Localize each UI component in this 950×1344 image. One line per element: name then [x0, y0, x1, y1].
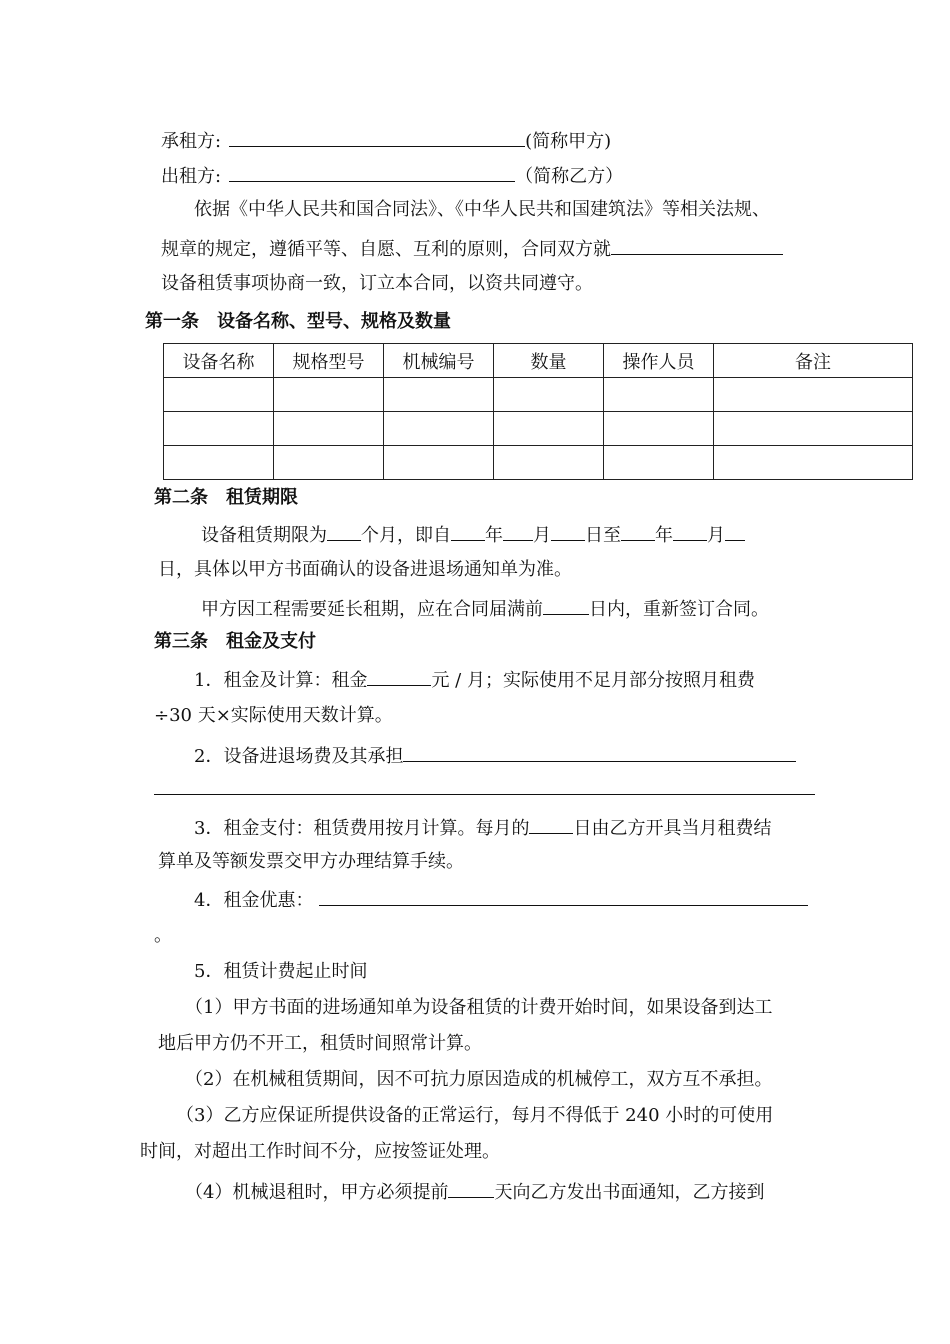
lessee-suffix: (简称甲方)	[525, 131, 612, 152]
lessee-label: 承租方:	[161, 131, 222, 152]
discount-line-end: 。	[154, 925, 172, 946]
term-text: 年	[655, 525, 673, 546]
start-day-blank[interactable]	[551, 521, 585, 541]
rent-calc-line	[194, 666, 755, 693]
billing-period-heading: 5．租赁计费起止时间	[194, 961, 368, 982]
discount-text: 4．租金优惠：	[194, 890, 314, 911]
clause-1-line-1: （1）甲方书面的进场通知单为设备租赁的计费开始时间，如果设备到达工	[185, 997, 773, 1018]
table-row	[164, 446, 913, 480]
table-cell[interactable]	[714, 378, 913, 412]
clause-4-line-1	[185, 1178, 764, 1205]
lessor-line	[161, 162, 623, 189]
intro-line-2-text: 规章的规定，遵循平等、自愿、互利的原则，合同双方就	[161, 239, 611, 260]
payment-text: 日由乙方开具当月租费结	[573, 818, 772, 839]
lessor-suffix: （简称乙方）	[515, 166, 624, 187]
clause-3-line-2: 时间，对超出工作时间不分，应按签证处理。	[140, 1141, 500, 1162]
entry-exit-fee-blank[interactable]	[403, 742, 796, 762]
table-cell[interactable]	[604, 378, 714, 412]
term-text: 设备租赁期限为	[201, 525, 327, 546]
col-header: 备注	[714, 344, 913, 378]
entry-exit-fee-line	[194, 742, 796, 769]
fee-text: 2．设备进退场费及其承担	[194, 746, 404, 767]
col-header: 操作人员	[604, 344, 714, 378]
table-cell[interactable]	[384, 378, 494, 412]
rent-payment-line-2: 算单及等额发票交甲方办理结算手续。	[158, 851, 464, 872]
clause-4-text: （4）机械退租时，甲方必须提前	[185, 1182, 449, 1203]
intro-line-1: 依据《中华人民共和国合同法》、《中华人民共和国建筑法》等相关法规、	[194, 199, 770, 220]
end-year-blank[interactable]	[621, 521, 655, 541]
table-header-row	[164, 344, 913, 378]
intro-line-3: 设备租赁事项协商一致，订立本合同，以资共同遵守。	[161, 273, 593, 294]
col-header: 机械编号	[384, 344, 494, 378]
lessor-label: 出租方:	[161, 166, 222, 187]
table-cell[interactable]	[274, 446, 384, 480]
payment-day-blank[interactable]	[529, 814, 573, 834]
table-cell[interactable]	[384, 412, 494, 446]
table-cell[interactable]	[164, 412, 274, 446]
table-cell[interactable]	[164, 378, 274, 412]
term-text: 月	[707, 525, 725, 546]
rent-calc-line-2: ÷30 天×实际使用天数计算。	[154, 705, 393, 726]
table-cell[interactable]	[494, 412, 604, 446]
extension-text: 甲方因工程需要延长租期，应在合同届满前	[201, 599, 543, 620]
article3-title: 第三条 租金及支付	[154, 631, 316, 652]
table-cell[interactable]	[274, 412, 384, 446]
end-day-blank[interactable]	[725, 521, 745, 541]
notice-days-blank[interactable]	[448, 1178, 494, 1198]
rent-amount-blank[interactable]	[367, 666, 431, 686]
entry-exit-fee-blank-2[interactable]	[154, 794, 815, 795]
table-row	[164, 378, 913, 412]
end-month-blank[interactable]	[673, 521, 707, 541]
table-cell[interactable]	[604, 412, 714, 446]
clause-3-line-1: （3）乙方应保证所提供设备的正常运行，每月不得低于 240 小时的可使用	[176, 1105, 774, 1126]
rent-payment-line	[194, 814, 771, 841]
equipment-table	[163, 343, 913, 480]
col-header: 规格型号	[274, 344, 384, 378]
rent-text: 元 / 月；实际使用不足月部分按照月租费	[431, 670, 755, 691]
article1-title: 第一条 设备名称、型号、规格及数量	[145, 311, 451, 332]
table-cell[interactable]	[494, 446, 604, 480]
table-cell[interactable]	[604, 446, 714, 480]
table-cell[interactable]	[714, 412, 913, 446]
term-text: 日至	[585, 525, 621, 546]
extension-line	[201, 595, 769, 622]
intro-line-2	[161, 235, 783, 262]
term-text: 年	[485, 525, 503, 546]
discount-line	[194, 886, 808, 913]
lease-term-line-2: 日，具体以甲方书面确认的设备进退场通知单为准。	[158, 559, 572, 580]
table-cell[interactable]	[714, 446, 913, 480]
table-cell[interactable]	[164, 446, 274, 480]
extension-text: 日内，重新签订合同。	[589, 599, 769, 620]
lease-term-line	[201, 521, 745, 548]
extension-days-blank[interactable]	[543, 595, 589, 615]
clause-2: （2）在机械租赁期间，因不可抗力原因造成的机械停工，双方互不承担。	[185, 1069, 773, 1090]
table-cell[interactable]	[384, 446, 494, 480]
start-year-blank[interactable]	[451, 521, 485, 541]
discount-blank[interactable]	[319, 886, 808, 906]
term-text: 月	[533, 525, 551, 546]
lessee-blank[interactable]	[229, 127, 525, 147]
project-blank[interactable]	[611, 235, 783, 255]
term-text: 个月，即自	[361, 525, 451, 546]
col-header: 数量	[494, 344, 604, 378]
lessee-line	[161, 127, 611, 154]
start-month-blank[interactable]	[503, 521, 533, 541]
months-blank[interactable]	[327, 521, 361, 541]
clause-4-text: 天向乙方发出书面通知，乙方接到	[494, 1182, 765, 1203]
clause-1-line-2: 地后甲方仍不开工，租赁时间照常计算。	[158, 1033, 482, 1054]
table-cell[interactable]	[274, 378, 384, 412]
col-header: 设备名称	[164, 344, 274, 378]
table-cell[interactable]	[494, 378, 604, 412]
article2-title: 第二条 租赁期限	[154, 487, 298, 508]
lessor-blank[interactable]	[229, 162, 515, 182]
payment-text: 3．租金支付：租赁费用按月计算。每月的	[194, 818, 530, 839]
rent-text: 1．租金及计算：租金	[194, 670, 368, 691]
table-row	[164, 412, 913, 446]
